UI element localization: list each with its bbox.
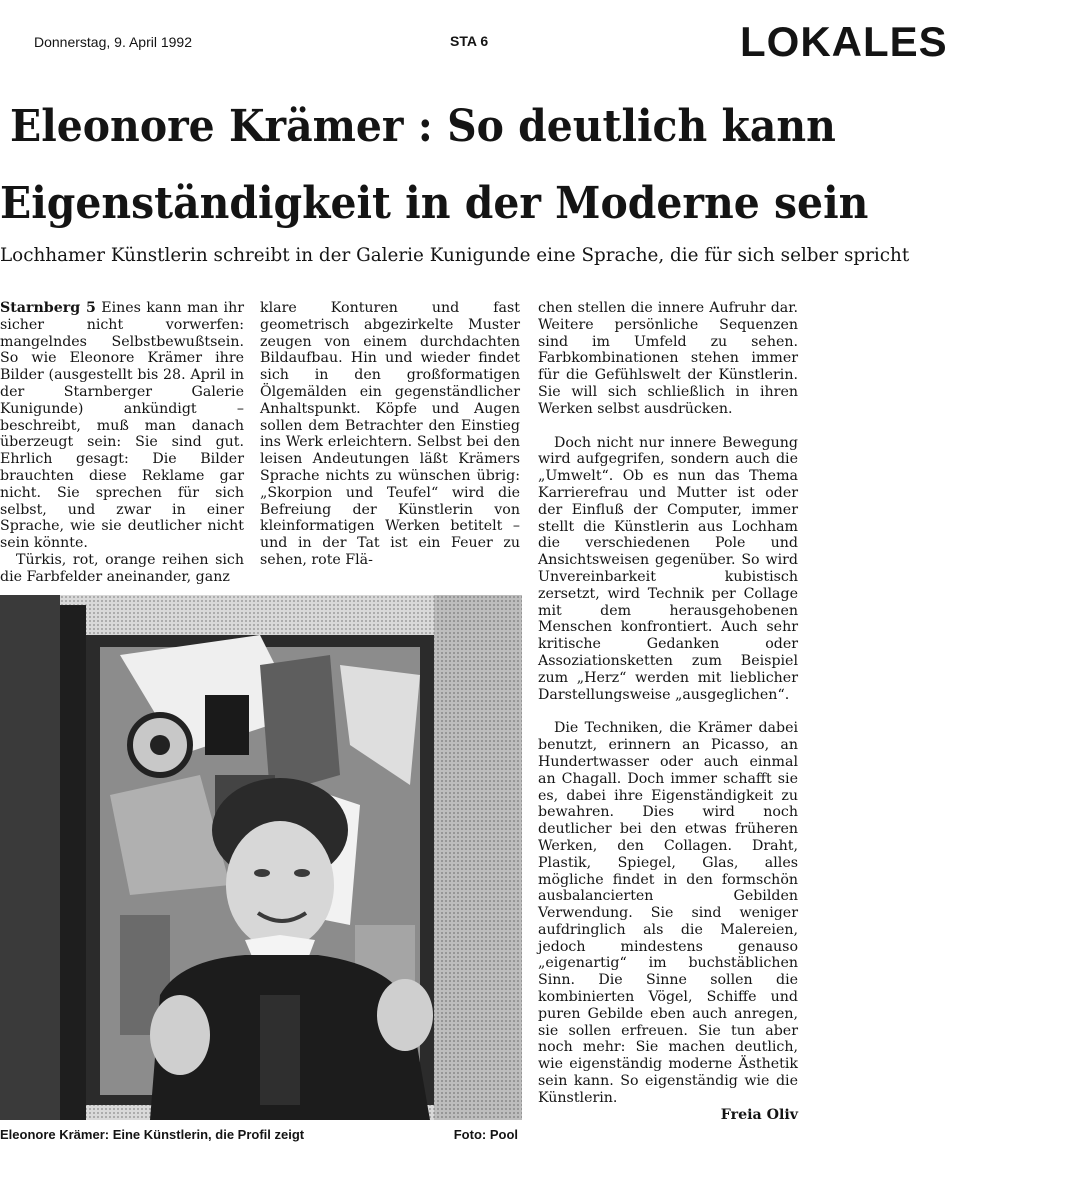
photo-caption xyxy=(0,1127,518,1147)
section-title: LOKALES xyxy=(740,18,948,65)
artist-photo-image xyxy=(0,595,522,1120)
author-name: Freia Oliv xyxy=(720,1106,798,1123)
issue-date: Donnerstag, 9. April 1992 xyxy=(34,34,192,50)
author-line xyxy=(538,1107,798,1124)
article-paragraph: Doch nicht nur innere Bewegung wird aufgegrifen, sondern auch die „Umwelt“. Ob es nun das Thema Karrierefrau und Mutter ist oder der Einfluß der Computer, immer stellt die Künstlerin aus Lochham die verschiedenen Pole und Ansichtsweisen gegenüber. So wird Unvereinbarkeit kubistisch zersetzt, wird Technik per Collage mit dem herausgehobenen Menschen konfrontiert. Auch sehr kritische Gedanken oder Assoziationsketten zum Beispiel zum „Herz“ werden mit lieblicher Darstellungsweise „ausgeglichen“. xyxy=(538,434,798,703)
headline-line-1: Eleonore Krämer : So deutlich kann xyxy=(10,101,836,152)
artist-photo xyxy=(0,595,522,1120)
headline xyxy=(0,88,1092,242)
article-column-2 xyxy=(260,300,520,569)
subheadline-text: Lochhamer Künstlerin schreibt in der Galerie Kunigunde eine Sprache, die für sich selber spricht xyxy=(0,244,910,266)
caption-text: Eleonore Krämer: Eine Künstlerin, die Profil zeigt xyxy=(0,1127,305,1142)
headline-line-2: Eigenständigkeit in der Moderne sein xyxy=(0,178,869,229)
paragraph-text: Eines kann man ihr sicher nicht vorwerfen: mangelndes Selbstbewußtsein. So wie Eleonore Krämer ihre Bilder (ausgestellt bis 28. April in der Starnberger Galerie Kunigunde) ankündigt – beschreibt, muß man danach überzeugt sein: Sie sind gut. Ehrlich gesagt: Die Bilder brauchten diese Reklame gar nicht. Sie sprechen für sich selbst, und zwar in einer Sprache, wie sie deutlicher nicht sein könnte. xyxy=(0,300,244,552)
dateline: Starnberg 5 xyxy=(0,300,96,316)
article-column-1 xyxy=(0,300,244,586)
article-paragraph: chen stellen die innere Aufruhr dar. Weitere persönliche Sequenzen sind im Umfeld zu sehen. Farbkombinationen stehen immer für die Gefühlswelt der Künstlerin. Sie will sich schließlich in ihren Werken selbst ausdrücken. xyxy=(538,300,798,417)
photo-credit: Foto: Pool xyxy=(453,1127,518,1142)
article-column-3 xyxy=(538,300,798,1123)
subheadline xyxy=(0,242,1092,268)
article-paragraph: Türkis, rot, orange reihen sich die Farbfelder aneinander, ganz xyxy=(0,551,244,585)
article-paragraph: klare Konturen und fast geometrisch abgezirkelte Muster zeugen von einem durchdachten Bildaufbau. Hin und wieder findet sich in den großformatigen Ölgemälden ein gegenständlicher Anhaltspunkt. Köpfe und Augen sollen dem Betrachter den Einstieg ins Werk erleichtern. Selbst bei den leisen Andeutungen läßt Krämers Sprache nichts zu wünschen übrig: „Skorpion und Teufel“ wird die Befreiung der Künstlerin von kleinformatigen Werken betitelt – und in der Tat ist ein Feuer zu sehen, rote Flä- xyxy=(260,300,520,568)
article-paragraph: Die Techniken, die Krämer dabei benutzt, erinnern an Picasso, an Hundertwasser oder auch einmal an Chagall. Doch immer schafft sie es, dabei ihre Eigenständigkeit zu bewahren. Dies wird noch deutlicher bei den etwas früheren Werken, den Collagen. Draht, Plastik, Spiegel, Glas, alles mögliche findet in den formschön ausbalancierten Gebilden Verwendung. Sie sind weniger aufdringlich als die Malereien, jedoch mindestens genauso „eigenartig“ im buchstäblichen Sinn. Die Sinne sollen die kombinierten Vögel, Schiffe und puren Gebilde eben auch anregen, sie sollen erfreuen. Sie tun aber noch mehr: Sie machen deutlich, wie eigenständig moderne Ästhetik sein kann. So eigenständig wie die Künstlerin. xyxy=(538,720,798,1106)
article-paragraph xyxy=(0,300,244,552)
page-reference: STA 6 xyxy=(450,33,489,49)
